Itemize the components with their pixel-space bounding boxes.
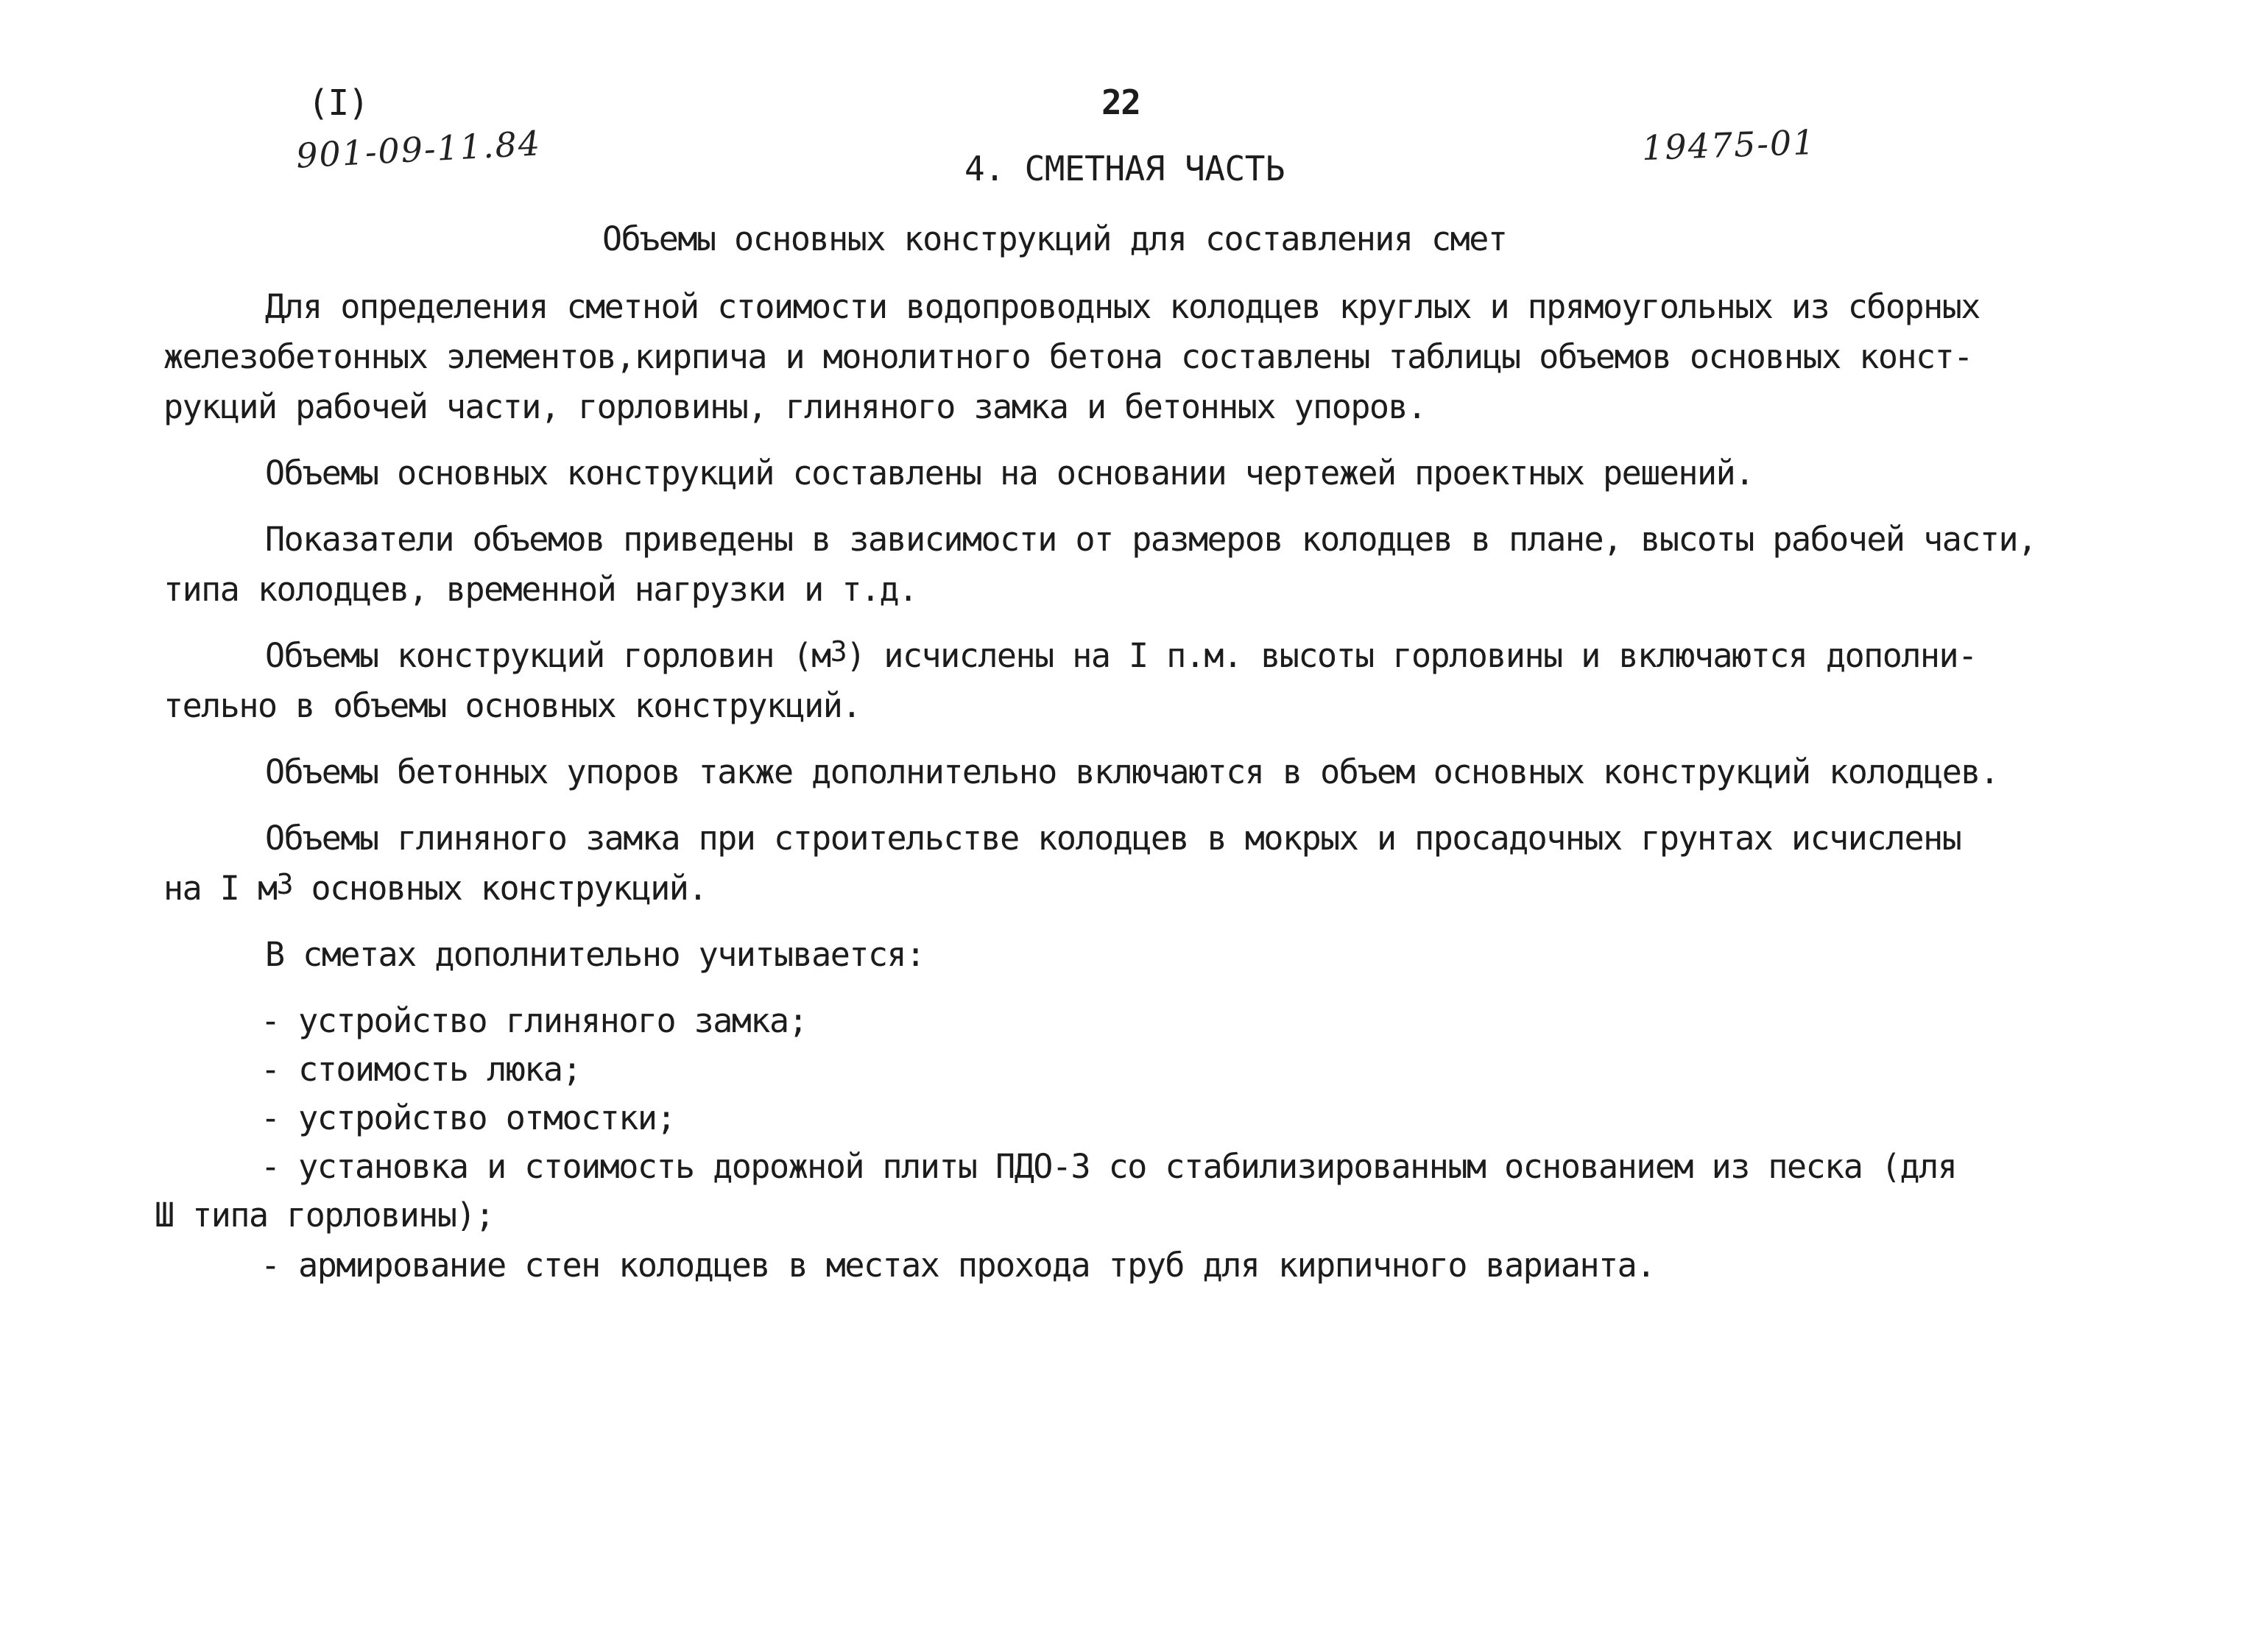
paragraph-5: Объемы бетонных упоров также дополнительно включаются в объем основных конструкций колодцев. bbox=[265, 752, 1999, 791]
album-code-handwritten: 19475-01 bbox=[1641, 121, 1817, 169]
subtitle: Объемы основных конструкций для составления смет bbox=[602, 219, 1507, 258]
list-item: - стоимость люка; bbox=[261, 1050, 582, 1089]
paragraph-3-line-1: Показатели объемов приведены в зависимости от размеров колодцев в плане, высоты рабочей части, bbox=[265, 520, 2036, 559]
project-code-handwritten: 901-09-11.84 bbox=[294, 123, 543, 176]
page-number: 22 bbox=[1101, 82, 1140, 122]
cubic-exponent: 3 bbox=[276, 868, 292, 900]
paragraph-1-line-2: железобетонных элементов,кирпича и монолитного бетона составлены таблицы объемов основных конст- bbox=[163, 337, 1972, 376]
paragraph-1-line-3: рукций рабочей части, горловины, глиняного замка и бетонных упоров. bbox=[163, 387, 1426, 426]
paragraph-6-line-1: Объемы глиняного замка при строительстве колодцев в мокрых и просадочных грунтах исчислены bbox=[265, 819, 1961, 858]
list-item-continuation: Ш типа горловины); bbox=[155, 1196, 494, 1235]
list-item: - установка и стоимость дорожной плиты ПДО-3 со стабилизированным основанием из песка (для bbox=[261, 1147, 1957, 1186]
section-title: 4. СМЕТНАЯ ЧАСТЬ bbox=[964, 149, 1285, 188]
paragraph-6-text-before: на I м bbox=[163, 869, 277, 908]
cubic-exponent: 3 bbox=[830, 635, 847, 668]
paragraph-6-text-after: основных конструкций. bbox=[292, 869, 707, 908]
list-item: - устройство отмостки; bbox=[261, 1098, 676, 1137]
sheet-mark: (I) bbox=[308, 82, 369, 124]
paragraph-2: Объемы основных конструкций составлены на основании чертежей проектных решений. bbox=[265, 453, 1754, 493]
paragraph-3-line-2: типа колодцев, временной нагрузки и т.д. bbox=[163, 570, 917, 609]
paragraph-4-line-1 bbox=[265, 636, 1977, 675]
paragraph-4-text-after: ) исчислены на I п.м. высоты горловины и включаются дополни- bbox=[846, 636, 1977, 675]
paragraph-6-line-2 bbox=[163, 869, 707, 908]
paragraph-4-text-before: Объемы конструкций горловин (м bbox=[265, 636, 830, 675]
paragraph-4-line-2: тельно в объемы основных конструкций. bbox=[163, 686, 861, 725]
paragraph-7: В сметах дополнительно учитывается: bbox=[265, 935, 925, 974]
list-item: - устройство глиняного замка; bbox=[261, 1001, 808, 1040]
paragraph-1-line-1: Для определения сметной стоимости водопроводных колодцев круглых и прямоугольных из сборных bbox=[265, 287, 1980, 326]
list-item: - армирование стен колодцев в местах прохода труб для кирпичного варианта. bbox=[261, 1246, 1655, 1285]
